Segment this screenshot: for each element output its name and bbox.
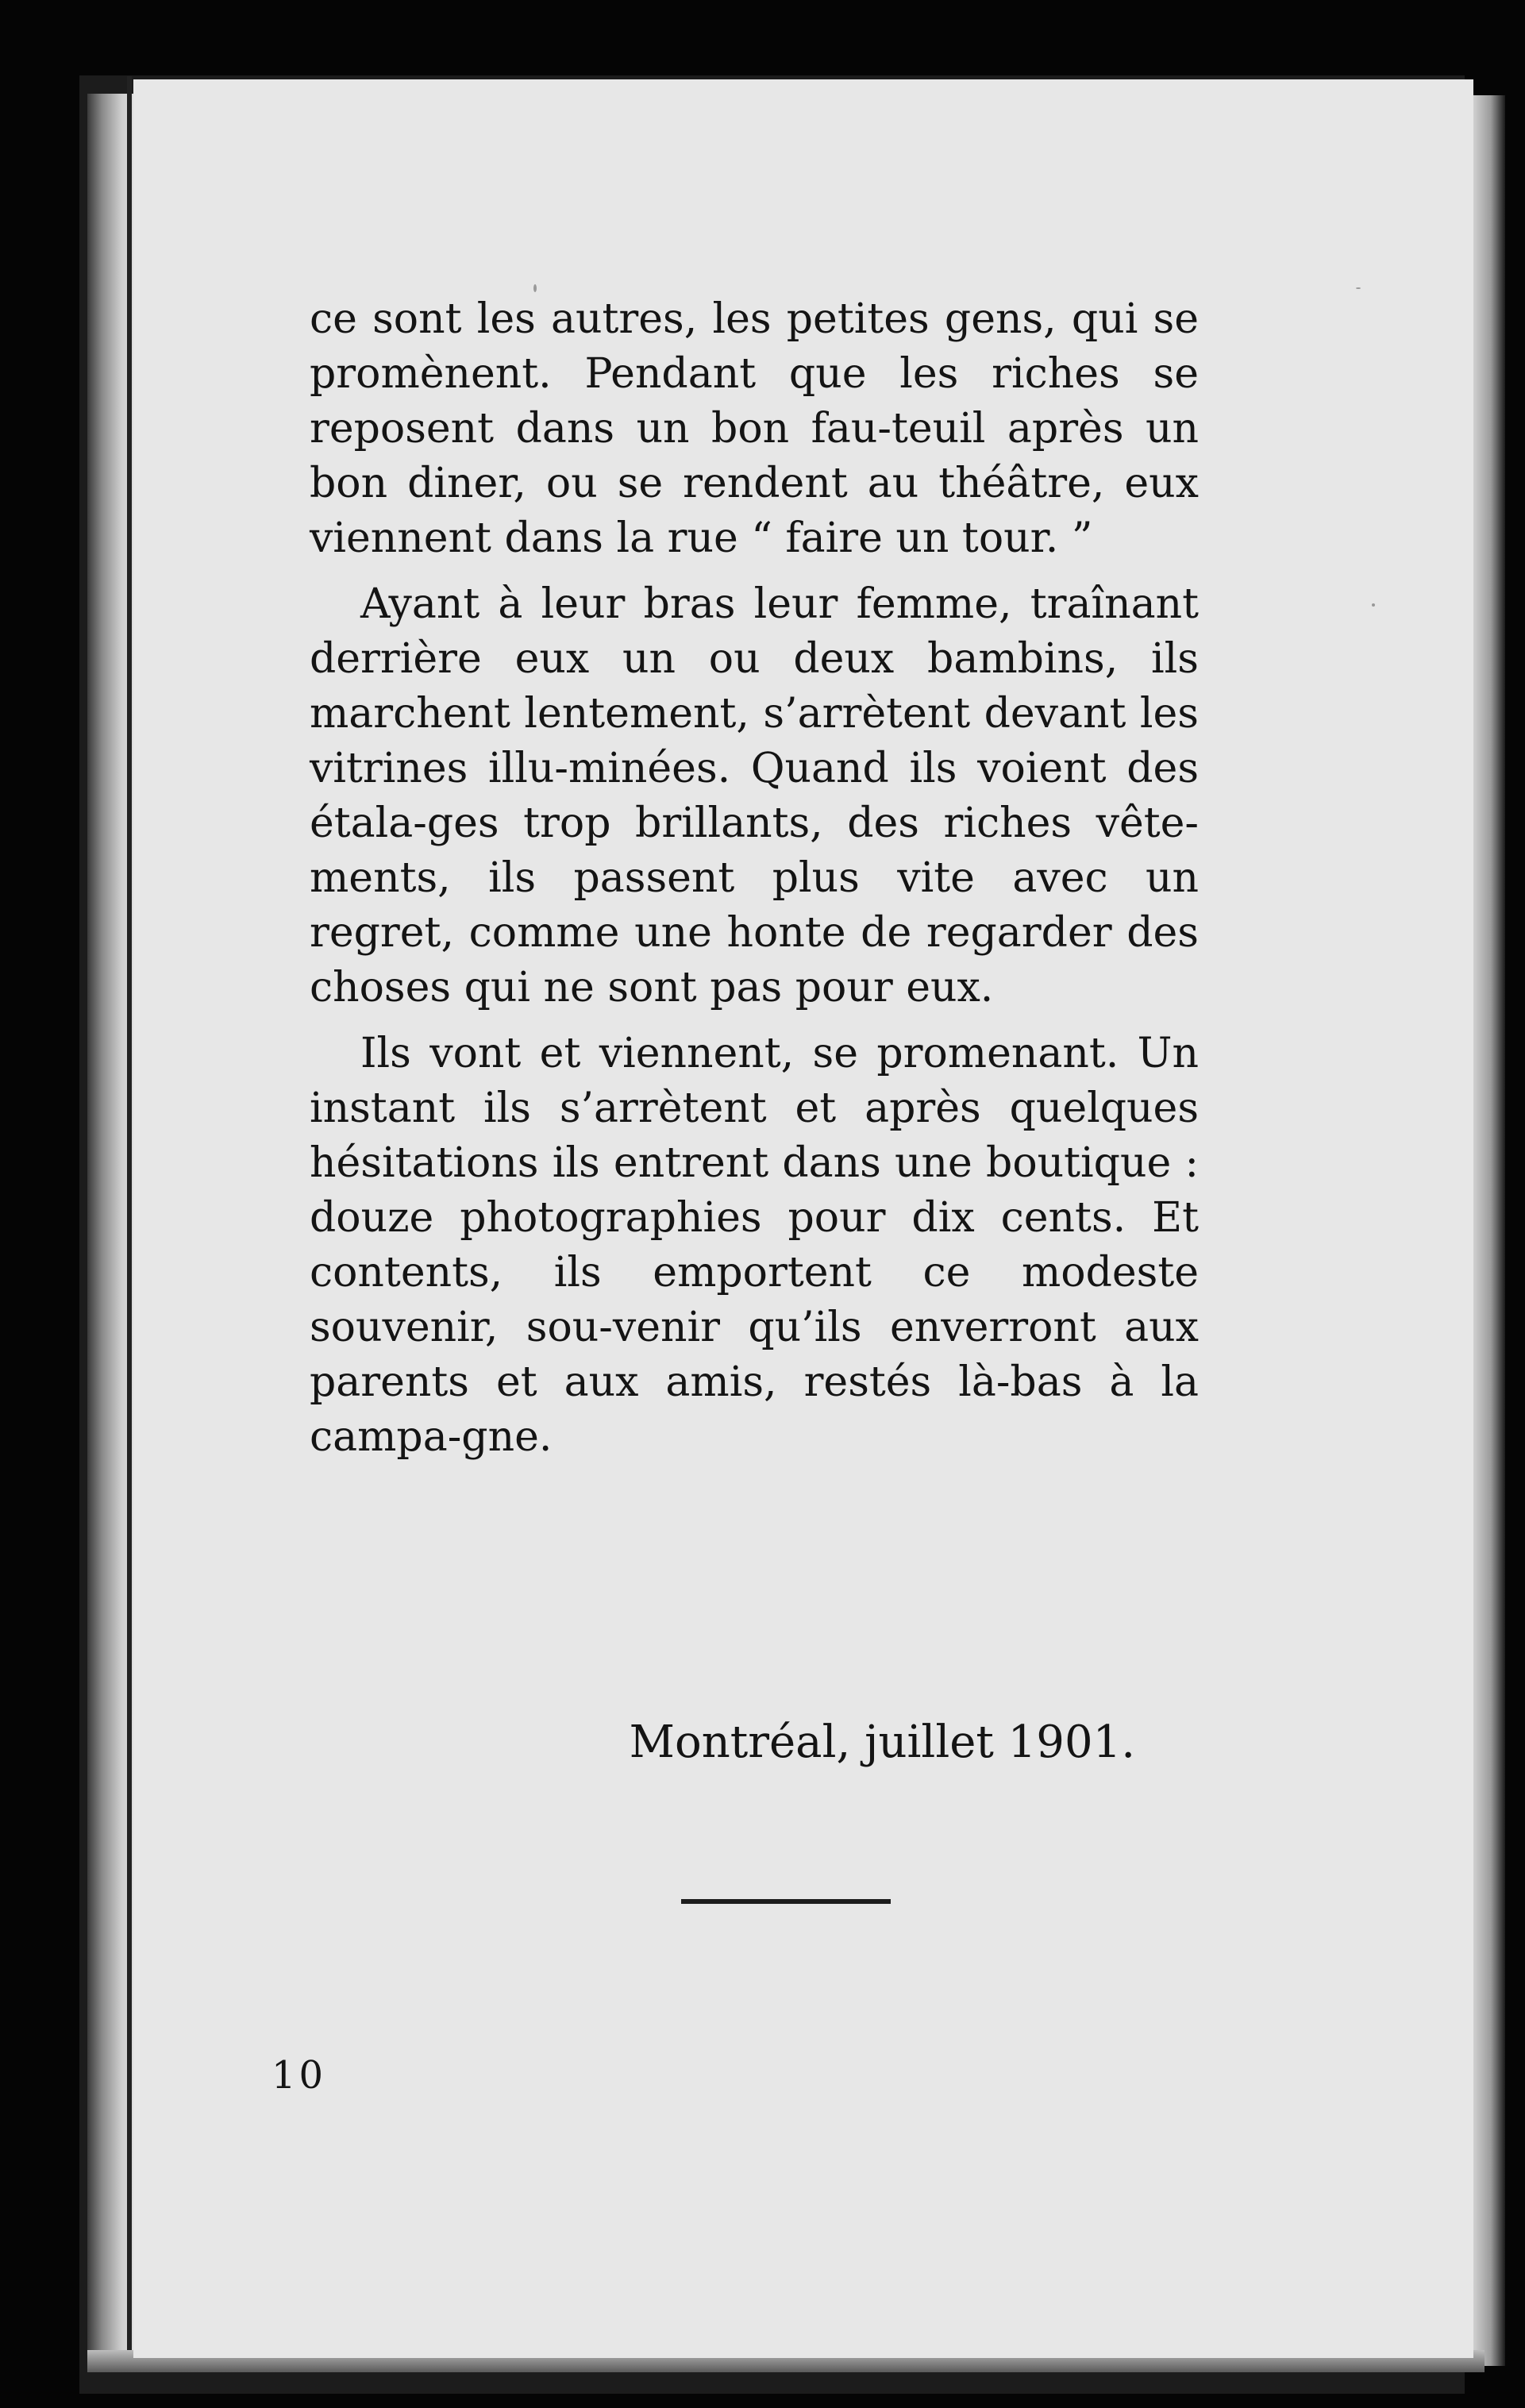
body-text — [310, 292, 1199, 1476]
page-number: 10 — [271, 2053, 327, 2098]
signature-dateline: Montréal, juillet 1901. — [629, 1716, 1135, 1768]
page-right-edge — [1473, 95, 1505, 2366]
paragraph-2: Ayant à leur bras leur femme, traînant derrière eux un ou deux bambins, ils marchent lentement, s’arrètent devant les vitrines illu-minées. Quand ils voient des étala-ges trop brillants, des riches vête-ments, ils passent plus vite avec un regret, comme une honte de regarder des choses qui ne sont pas pour eux. — [310, 580, 1199, 1011]
paragraph-1: ce sont les autres, les petites gens, qui se promènent. Pendant que les riches se reposent dans un bon fau-teuil après un bon diner, ou se rendent au théâtre, eux viennent dans la rue “ faire un tour. ” — [310, 295, 1199, 562]
paper-speck — [1356, 287, 1361, 289]
paper-speck — [1372, 603, 1375, 607]
section-end-rule — [681, 1899, 891, 1904]
paper-speck — [533, 284, 537, 292]
paragraph-3: Ils vont et viennent, se promenant. Un instant ils s’arrètent et après quelques hésitations ils entrent dans une boutique : douze photographies pour dix cents. Et contents, ils emportent ce modeste souvenir, sou-venir qu’ils enverront aux parents et aux amis, restés là-bas à la campa-gne. — [310, 1030, 1199, 1461]
spine-edge — [127, 76, 132, 2363]
